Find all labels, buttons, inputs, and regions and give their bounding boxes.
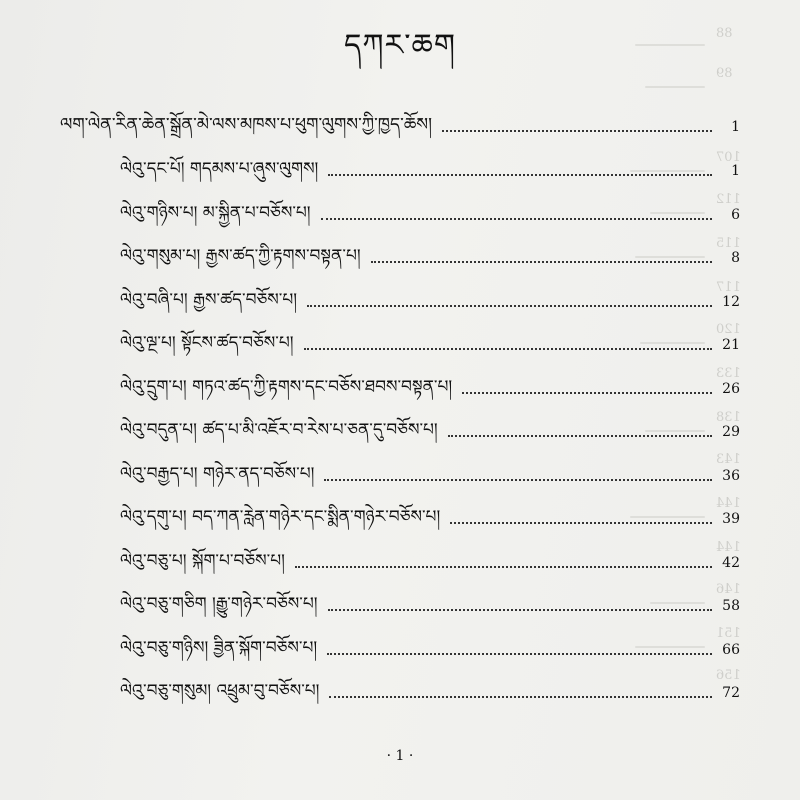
toc-entry-page-number: 8 [731,250,740,266]
toc-entry-page-number: 1 [731,163,740,179]
dot-leader [307,305,712,307]
dot-leader [450,522,712,524]
dot-leader [442,130,712,132]
dot-leader [304,348,713,350]
toc-entry[interactable] [120,244,740,268]
dot-leader [295,566,712,568]
toc-entry-label: ལེའུ་བཅུ་གཅིག །རྒྱུ་གཉེར་བཅོས་པ། [120,594,318,614]
toc-entry-page-number: 72 [722,685,740,701]
toc-entry[interactable] [120,331,740,355]
toc-entry[interactable] [120,462,740,486]
toc-entry[interactable] [120,636,740,660]
toc-entry-page-number: 42 [722,555,740,571]
toc-entry-label: ལེའུ་དང་པོ། གདམས་པ་ཞུས་ལུགས། [120,159,319,179]
toc-entry-label: ལེའུ་དྲུག་པ། གཏའ་ཚད་ཀྱི་རྟགས་དང་བཅོས་ཐབས་བསྟན་པ། [120,377,453,397]
toc-entry[interactable] [120,201,740,225]
toc-entry-page-number: 26 [722,381,740,397]
page-folio: · 1 · [386,748,414,764]
toc-entry-label: ལེའུ་བཞི་པ། རྒྱས་ཚད་བཅོས་པ། [120,290,298,310]
toc-title: དཀར་ཆག [344,28,456,63]
dot-leader [324,479,712,481]
dot-leader [328,609,712,611]
dot-leader [321,218,712,220]
toc-entry[interactable] [120,375,740,399]
dot-leader [327,653,712,655]
toc-heading-page-number: 1 [731,119,740,135]
toc-entry-label: ལེའུ་དགུ་པ། བད་ཀན་རླེན་གཉེར་དང་སྨིན་གཉེར་བཅོས་པ། [120,507,441,527]
toc-entry-page-number: 58 [722,598,740,614]
toc-entry-page-number: 21 [722,337,740,353]
toc-entry-label: ལེའུ་ལྔ་པ། སྟོངས་ཚད་བཅོས་པ། [120,333,294,353]
toc-entry[interactable] [120,679,740,703]
toc-entry-label: ལེའུ་བརྒྱད་པ། གཉེར་ནད་བཅོས་པ། [120,464,315,484]
toc-entry-page-number: 66 [722,642,740,658]
dot-leader [328,174,712,176]
toc-entry[interactable] [120,592,740,616]
toc-entry[interactable] [120,288,740,312]
toc-entry-label: ལེའུ་བཅུ་པ། སྐོག་པ་བཅོས་པ། [120,551,285,571]
toc-entry-page-number: 36 [722,468,740,484]
toc-entry-label: ལེའུ་བཅུ་གསུམ། འཕྲུམ་བུ་བཅོས་པ། [120,681,320,701]
toc-entry-page-number: 6 [731,207,740,223]
bleed-through-reverse-page: 88 89 107 112 115 117 120 133 138 143 144 144 146 151 156 [620,0,800,720]
dot-leader [371,261,712,263]
toc-entry-label: ལེའུ་བདུན་པ། ཚད་པ་མི་འཇོར་བ་རེས་པ་ཅན་དུ་བཅོས་པ། [120,420,438,440]
toc-entry-page-number: 12 [722,294,740,310]
toc-entry[interactable] [120,505,740,529]
toc-entry[interactable] [120,418,740,442]
toc-entry-page-number: 39 [722,511,740,527]
toc-entry[interactable] [120,549,740,573]
toc-entry-label: ལེའུ་བཅུ་གཉིས། ཟྱིན་སྐོག་བཅོས་པ། [120,638,318,658]
toc-entry-label: ལེའུ་གསུམ་པ། རྒྱས་ཚད་ཀྱི་རྟགས་བསྟན་པ། [120,246,361,266]
dot-leader [448,435,712,437]
toc-entry-label: ལེའུ་གཉིས་པ། མ་སྐྱིན་པ་བཅོས་པ། [120,203,311,223]
toc-heading-label: ལག་ལེན་རིན་ཆེན་སྒྲོན་མེ་ལས་མཁས་པ་ཕུག་ལུགས་ཀྱི་ཁྱད་ཆོས། [60,115,432,135]
toc-entry[interactable] [120,157,740,181]
toc-entry-page-number: 29 [722,424,740,440]
dot-leader [329,696,712,698]
toc-heading-entry[interactable] [60,113,740,137]
dot-leader [462,392,712,394]
